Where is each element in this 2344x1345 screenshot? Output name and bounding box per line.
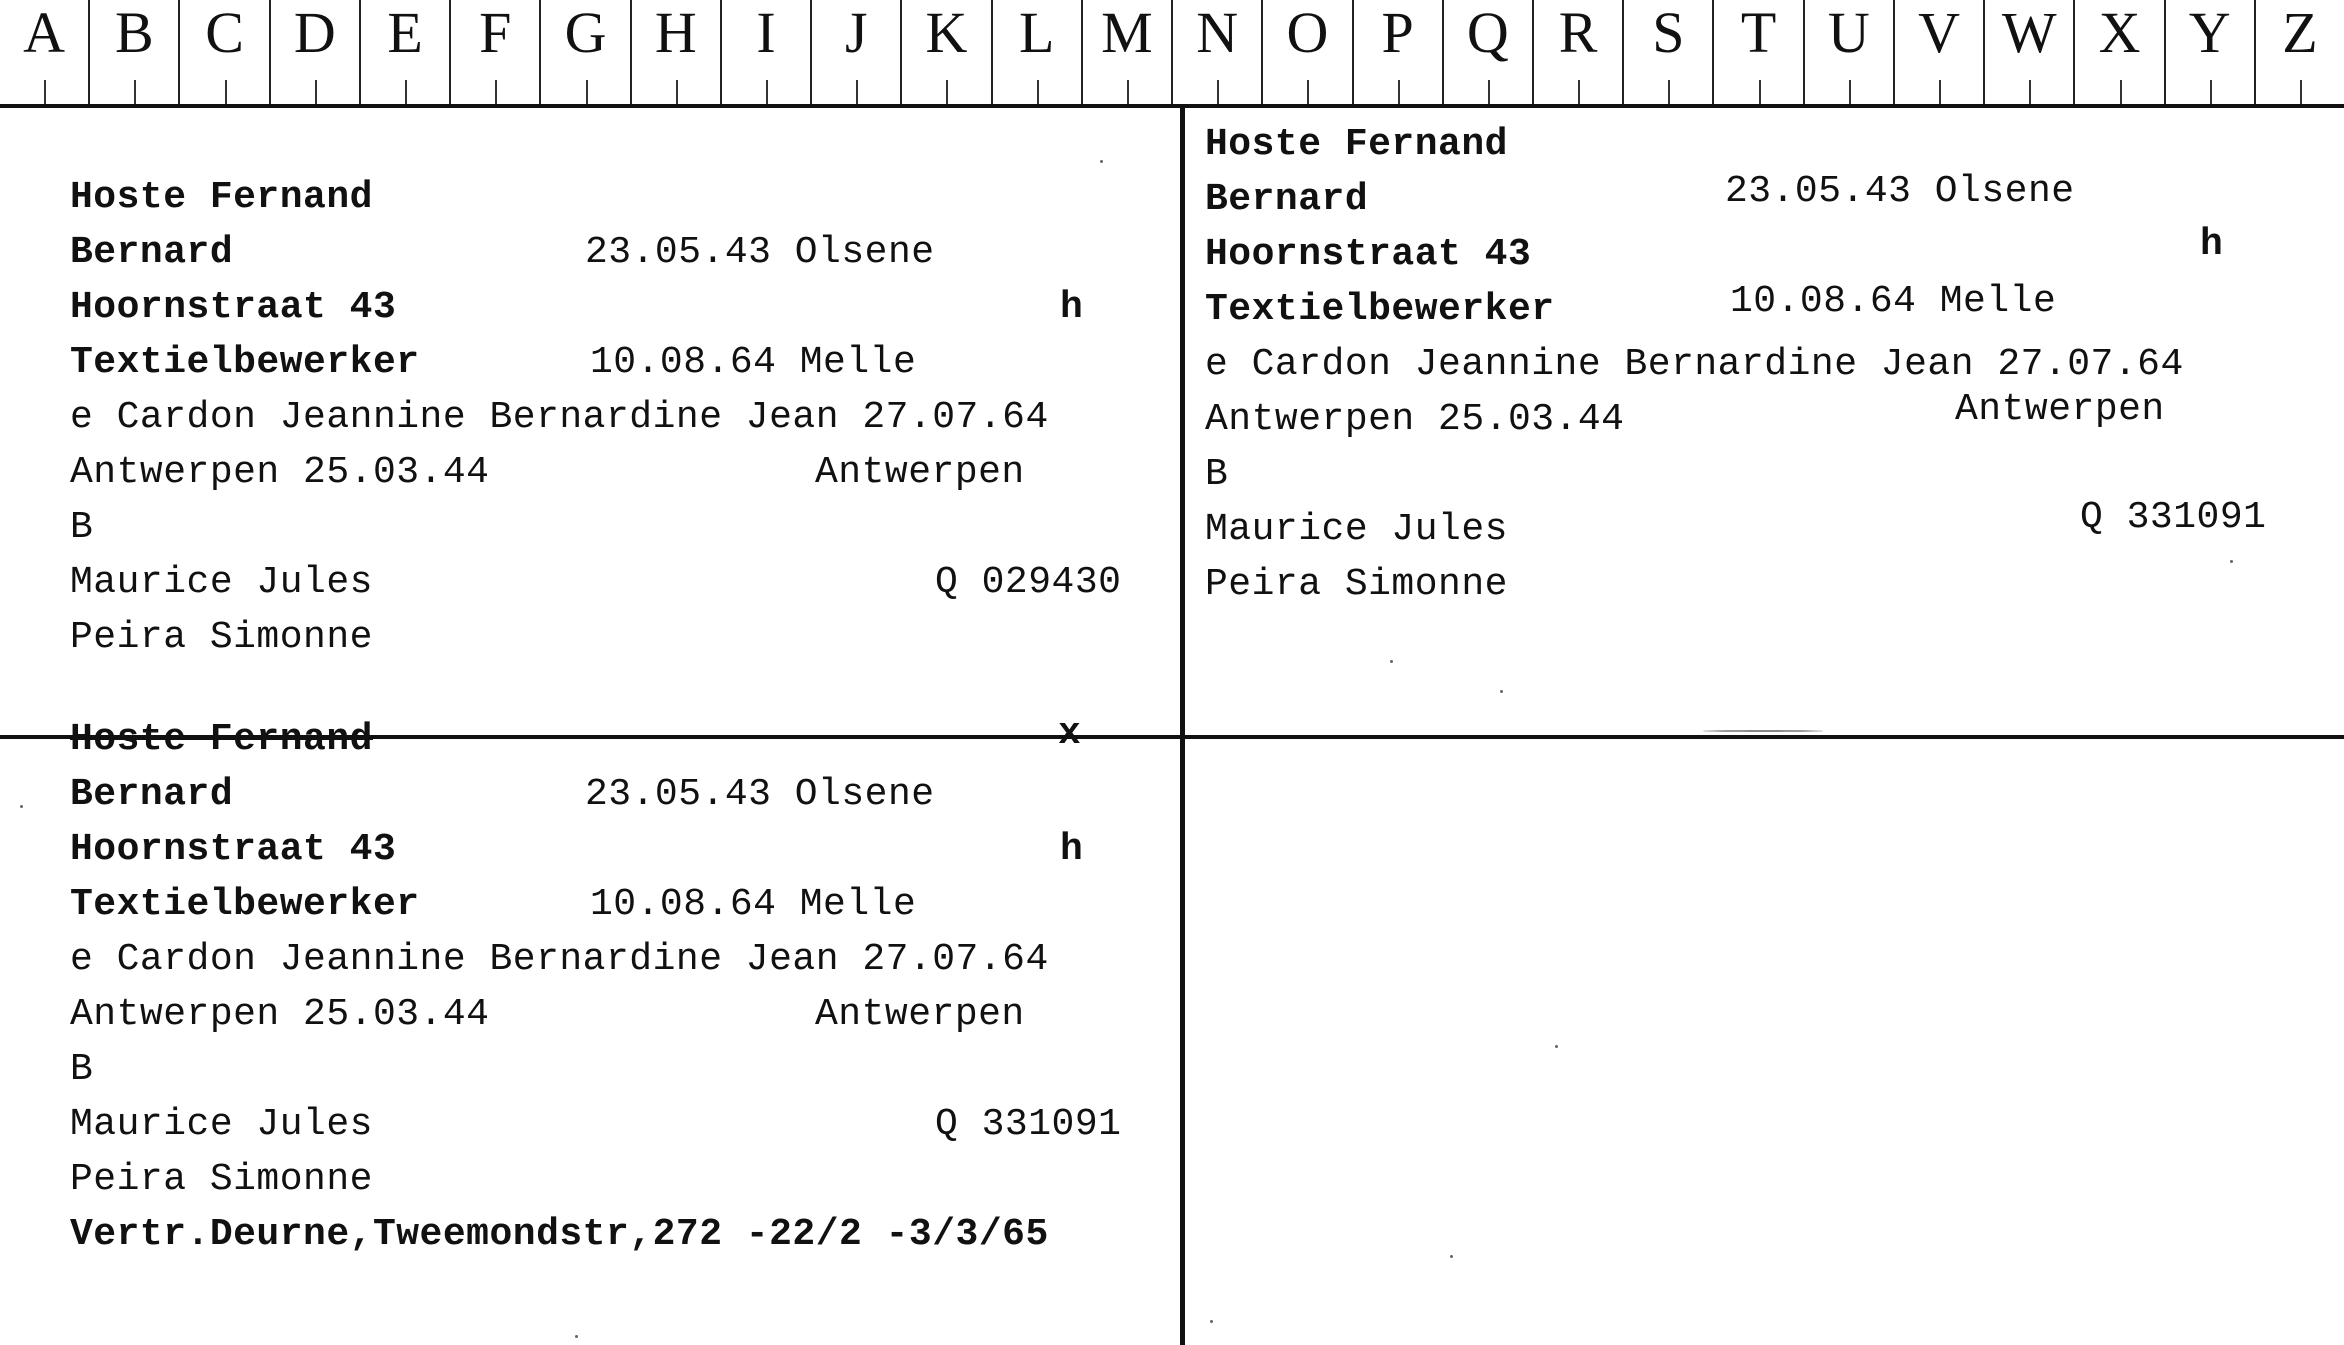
index-letter-c: C bbox=[180, 0, 270, 104]
card-line-occupation bbox=[70, 335, 1140, 390]
index-letter-m: M bbox=[1083, 0, 1173, 104]
spouse-birthplace: Antwerpen bbox=[815, 993, 1025, 1036]
index-letter-e: E bbox=[361, 0, 451, 104]
card-line-occupation bbox=[1205, 282, 2325, 337]
scan-speck bbox=[1100, 160, 1103, 163]
nationality-code: B bbox=[1205, 453, 1229, 496]
card-line-middle-name bbox=[70, 767, 1140, 822]
index-letter-q: Q bbox=[1444, 0, 1534, 104]
record-card-top-right bbox=[1205, 117, 2325, 612]
record-card-bottom-left bbox=[70, 712, 1140, 1262]
card-line-spouse-birth bbox=[70, 987, 1140, 1042]
index-letter-l: L bbox=[993, 0, 1083, 104]
father-name: Maurice Jules bbox=[70, 1103, 373, 1146]
status-marker: h bbox=[1060, 286, 1084, 329]
status-marker: h bbox=[2200, 223, 2224, 266]
index-letter-v: V bbox=[1895, 0, 1985, 104]
removal-note: Vertr.Deurne,Tweemondstr,272 -22/2 -3/3/65 bbox=[70, 1213, 1049, 1256]
surname-firstname: Hoste Fernand bbox=[1205, 123, 1508, 166]
mother-name: Peira Simonne bbox=[70, 1158, 373, 1201]
card-line-code bbox=[70, 500, 1140, 555]
scan-speck bbox=[1210, 1320, 1213, 1323]
spouse-birthplace: Antwerpen bbox=[1955, 388, 2165, 431]
index-letter-i: I bbox=[722, 0, 812, 104]
street-address: Hoornstraat 43 bbox=[70, 828, 397, 871]
record-card-top-left bbox=[70, 170, 1140, 665]
marriage-date-place: 10.08.64 Melle bbox=[1730, 280, 2057, 323]
spouse-details: e Cardon Jeannine Bernardine Jean 27.07.64 bbox=[1205, 343, 2184, 386]
birth-date-place: 23.05.43 Olsene bbox=[1725, 170, 2075, 213]
status-marker: h bbox=[1060, 828, 1084, 871]
scan-speck bbox=[1555, 1045, 1558, 1048]
middle-name: Bernard bbox=[70, 773, 234, 816]
index-letter-w: W bbox=[1985, 0, 2075, 104]
index-letter-u: U bbox=[1805, 0, 1895, 104]
marriage-date-place: 10.08.64 Melle bbox=[590, 883, 917, 926]
index-letter-t: T bbox=[1714, 0, 1804, 104]
birth-date-place: 23.05.43 Olsene bbox=[585, 773, 935, 816]
card-line-name bbox=[70, 712, 1140, 767]
occupation: Textielbewerker bbox=[70, 883, 420, 926]
marriage-date-place: 10.08.64 Melle bbox=[590, 341, 917, 384]
card-line-spouse bbox=[70, 390, 1140, 445]
index-letter-y: Y bbox=[2166, 0, 2256, 104]
scan-speck bbox=[1390, 660, 1393, 663]
card-line-mother bbox=[1205, 557, 2325, 612]
scan-speck bbox=[1450, 1255, 1453, 1258]
occupation: Textielbewerker bbox=[70, 341, 420, 384]
card-line-mother bbox=[70, 1152, 1140, 1207]
card-line-mother bbox=[70, 610, 1140, 665]
index-letter-f: F bbox=[451, 0, 541, 104]
index-letter-n: N bbox=[1173, 0, 1263, 104]
index-letter-s: S bbox=[1624, 0, 1714, 104]
vertical-divider bbox=[1180, 108, 1185, 1345]
occupation: Textielbewerker bbox=[1205, 288, 1555, 331]
nationality-code: B bbox=[70, 1048, 94, 1091]
card-line-address bbox=[70, 280, 1140, 335]
cross-mark: x bbox=[1058, 712, 1082, 755]
index-letter-h: H bbox=[632, 0, 722, 104]
scan-speck bbox=[2230, 560, 2233, 563]
record-number: Q 331091 bbox=[935, 1103, 1122, 1146]
card-line-code bbox=[70, 1042, 1140, 1097]
card-line-address bbox=[70, 822, 1140, 877]
index-letter-o: O bbox=[1263, 0, 1353, 104]
index-letter-b: B bbox=[90, 0, 180, 104]
card-line-father bbox=[1205, 496, 2325, 557]
scan-speck bbox=[1703, 730, 1823, 732]
record-number: Q 331091 bbox=[2080, 496, 2267, 539]
index-letter-z: Z bbox=[2256, 0, 2344, 104]
nationality-code: B bbox=[70, 506, 94, 549]
index-letter-r: R bbox=[1534, 0, 1624, 104]
street-address: Hoornstraat 43 bbox=[1205, 233, 1532, 276]
index-letter-j: J bbox=[812, 0, 902, 104]
spouse-details: e Cardon Jeannine Bernardine Jean 27.07.64 bbox=[70, 938, 1049, 981]
index-letter-k: K bbox=[902, 0, 992, 104]
alphabet-index-strip bbox=[0, 0, 2344, 108]
index-letter-g: G bbox=[541, 0, 631, 104]
surname-firstname: Hoste Fernand bbox=[70, 176, 373, 219]
scan-speck bbox=[20, 805, 23, 808]
card-line-father bbox=[70, 1097, 1140, 1152]
card-line-occupation bbox=[70, 877, 1140, 932]
card-line-spouse-birth bbox=[70, 445, 1140, 500]
index-letter-x: X bbox=[2075, 0, 2165, 104]
record-number: Q 029430 bbox=[935, 561, 1122, 604]
card-line-remark bbox=[70, 1207, 1140, 1262]
birth-date-place: 23.05.43 Olsene bbox=[585, 231, 935, 274]
spouse-birth: Antwerpen 25.03.44 bbox=[70, 993, 490, 1036]
street-address: Hoornstraat 43 bbox=[70, 286, 397, 329]
card-line-middle-name bbox=[1205, 172, 2325, 227]
spouse-birth: Antwerpen 25.03.44 bbox=[1205, 398, 1625, 441]
card-line-spouse bbox=[70, 932, 1140, 987]
card-line-father bbox=[70, 555, 1140, 610]
scan-speck bbox=[1500, 690, 1503, 693]
index-letter-p: P bbox=[1354, 0, 1444, 104]
index-letter-a: A bbox=[0, 0, 90, 104]
index-letter-d: D bbox=[271, 0, 361, 104]
surname-firstname-struck: Hoste Fernand bbox=[70, 718, 373, 761]
card-line-spouse-birth bbox=[1205, 388, 2325, 447]
middle-name: Bernard bbox=[70, 231, 234, 274]
spouse-birthplace: Antwerpen bbox=[815, 451, 1025, 494]
scan-speck bbox=[575, 1335, 578, 1338]
father-name: Maurice Jules bbox=[1205, 508, 1508, 551]
spouse-birth: Antwerpen 25.03.44 bbox=[70, 451, 490, 494]
card-line-middle-name bbox=[70, 225, 1140, 280]
middle-name: Bernard bbox=[1205, 178, 1369, 221]
father-name: Maurice Jules bbox=[70, 561, 373, 604]
spouse-details: e Cardon Jeannine Bernardine Jean 27.07.64 bbox=[70, 396, 1049, 439]
mother-name: Peira Simonne bbox=[1205, 563, 1508, 606]
card-line-name bbox=[70, 170, 1140, 225]
mother-name: Peira Simonne bbox=[70, 616, 373, 659]
